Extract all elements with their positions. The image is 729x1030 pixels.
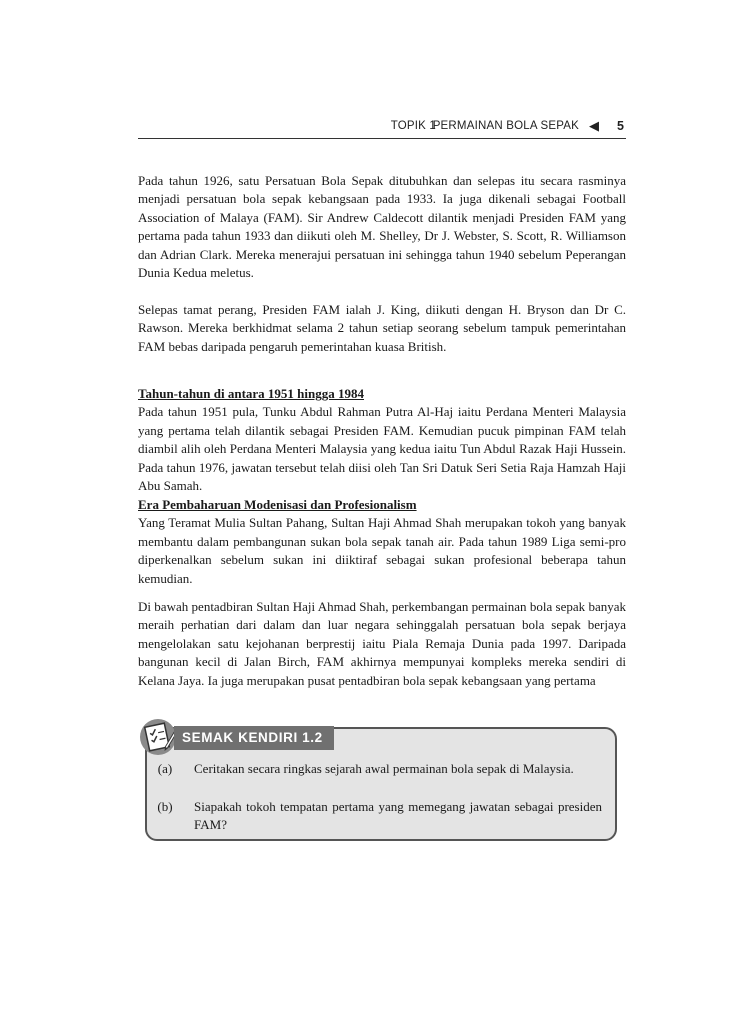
section-paragraph: Yang Teramat Mulia Sultan Pahang, Sultan Haji Ahmad Shah merupakan tokoh yang banyak membantu dalam pembangunan sukan bola sepak tanah air. Pada tahun 1989 Liga semi-pro diperkenalkan sebelum sukan ini diiktiraf sebagai sukan profesional beberapa tahun kemudian.: [138, 515, 626, 586]
section-1951-1984: [138, 385, 626, 495]
question-a: [150, 760, 602, 778]
header-title: PERMAINAN BOLA SEPAK: [432, 120, 579, 132]
self-check-title: SEMAK KENDIRI 1.2: [174, 726, 334, 750]
section-paragraph: Pada tahun 1951 pula, Tunku Abdul Rahman Putra Al-Haj iaitu Perdana Menteri Malaysia yang pertama telah dilantik sebagai Presiden FAM. Kemudian pucuk pimpinan FAM telah diambil alih oleh Perdana Menteri Malaysia yang kedua iaitu Tun Abdul Razak Haji Hussein. Pada tahun 1976, jawatan tersebut telah diisi oleh Tan Sri Datuk Seri Setia Raja Hamzah Haji Abu Samah.: [138, 404, 626, 494]
section-heading: Era Pembaharuan Modenisasi dan Profesionalism: [138, 497, 417, 512]
question-label: (a): [157, 761, 173, 776]
left-arrow-icon: ◀: [589, 118, 599, 133]
paragraph-final: Di bawah pentadbiran Sultan Haji Ahmad Shah, perkembangan permainan bola sepak banyak meraih perhatian dari dalam dan luar negara sehinggalah persatuan bola sepak berjaya mengelolakan satu kejohanan berprestij iaitu Piala Remaja Dunia pada 1997. Daripada bangunan kecil di Jalan Birch, FAM akhirnya mempunyai kompleks mereka sendiri di Kelana Jaya. Ia juga merupakan pusat pentadbiran bola sepak kebangsaan yang pertama: [138, 599, 626, 688]
header-topic: TOPIK 1: [390, 120, 436, 132]
question-text: Ceritakan secara ringkas sejarah awal permainan bola sepak di Malaysia.: [194, 761, 574, 776]
section-heading: Tahun-tahun di antara 1951 hingga 1984: [138, 386, 365, 401]
paragraph-2: Selepas tamat perang, Presiden FAM ialah J. King, diikuti dengan H. Bryson dan Dr C. Rawson. Mereka berkhidmat selama 2 tahun setiap seorang sebelum tampuk pemerintahan FAM bebas daripada pengaruh pemerintahan kuasa British.: [138, 302, 626, 354]
section-era-pembaharuan: [138, 496, 626, 588]
running-header: [138, 118, 626, 139]
page-number: 5: [617, 119, 624, 133]
paragraph-1: Pada tahun 1926, satu Persatuan Bola Sepak ditubuhkan dan selepas itu secara rasminya menjadi persatuan bola sepak kebangsaan pada 1933. Ia juga dikenali sebagai Football Association of Malaya (FAM). Sir Andrew Caldecott dilantik menjadi Presiden FAM yang pertama pada tahun 1933 dan diikuti oleh M. Shelley, Dr J. Webster, S. Scott, R. Williamson dan Adrian Clark. Mereka menerajui persatuan ini sehingga tahun 1940 sebelum Peperangan Dunia Kedua meletus.: [138, 173, 626, 281]
question-b: [150, 798, 602, 835]
question-text: Siapakah tokoh tempatan pertama yang memegang jawatan sebagai presiden FAM?: [194, 799, 602, 833]
question-label: (b): [157, 799, 173, 814]
